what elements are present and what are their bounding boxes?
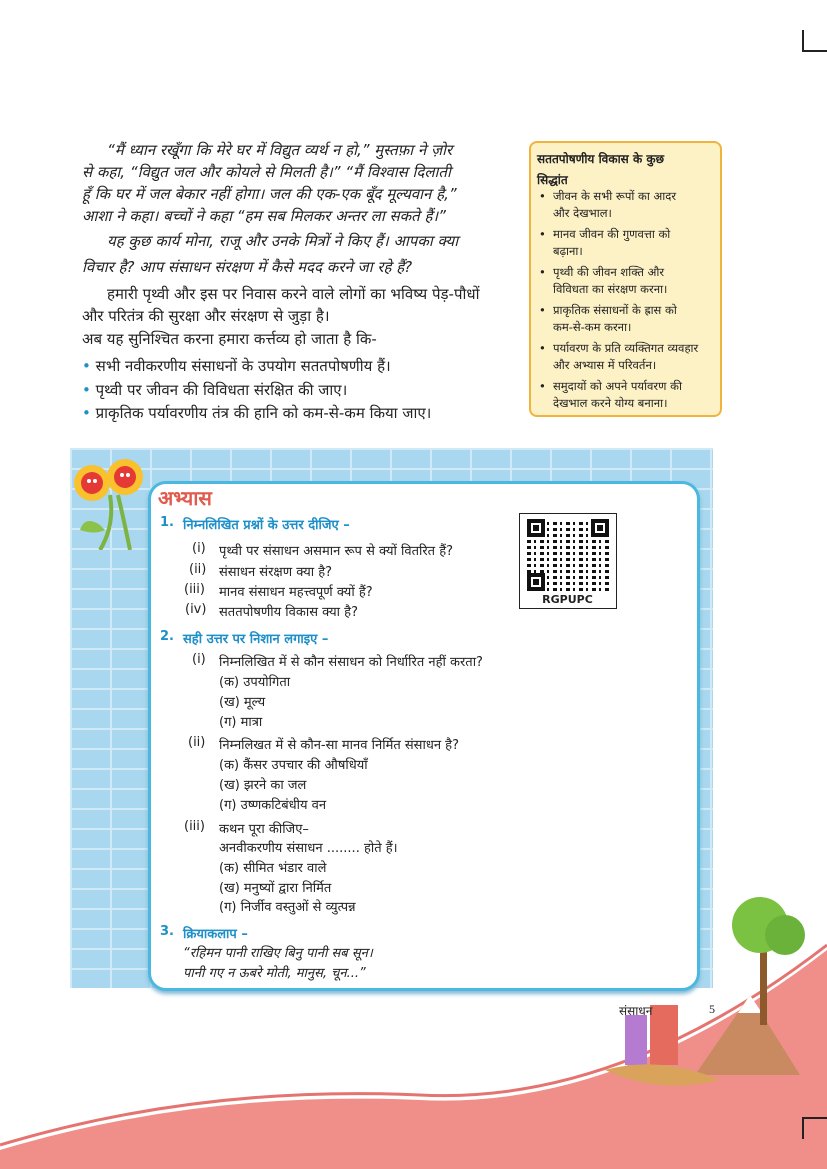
text-line: अब यह सुनिश्चित करना हमारा कर्त्तव्य हो जाता है कि- bbox=[82, 330, 377, 348]
page-number: 5 bbox=[709, 1002, 715, 1016]
text-line: यह कुछ कार्य मोना, राजू और उनके मित्रों ने किए हैं। आपका क्या bbox=[107, 232, 459, 250]
sidebox-item: मानव जीवन की गुणवत्ता को bbox=[553, 227, 671, 241]
sidebox-item: पर्यावरण के प्रति व्यक्तिगत व्यवहार bbox=[553, 341, 699, 355]
option: (ग) मात्रा bbox=[219, 715, 263, 730]
q3-heading: क्रियाकलाप – bbox=[183, 927, 248, 942]
q1-item: सततपोषणीय विकास क्या है? bbox=[219, 605, 358, 620]
bullet-item: • पृथ्वी पर जीवन की विविधता संरक्षित की जाए। bbox=[82, 381, 348, 399]
q1-item-num: (iv) bbox=[185, 602, 207, 617]
option: (ख) मनुष्यों द्वारा निर्मित bbox=[219, 881, 332, 896]
q1-item-num: (ii) bbox=[189, 562, 207, 577]
flower-illustration bbox=[70, 455, 155, 550]
sidebox-item: और देखभाल। bbox=[553, 206, 612, 220]
q1-item-num: (i) bbox=[192, 541, 206, 556]
qr-label: RGPUPC bbox=[542, 593, 593, 606]
sidebox-title: सततपोषणीय विकास के कुछ bbox=[537, 152, 664, 166]
option: (क) उपयोगिता bbox=[219, 675, 291, 690]
sidebox-bullet: • bbox=[539, 265, 546, 279]
sidebox-item: बढ़ाना। bbox=[553, 244, 583, 258]
text-line: हूँ कि घर में जल बेकार नहीं होगा। जल की एक-एक बूँद मूल्यवान है,” bbox=[82, 185, 457, 203]
sidebox-item: देखभाल करने योग्य बनाना। bbox=[553, 396, 668, 410]
q3-number: 3. bbox=[160, 924, 174, 939]
option: (क) सीमित भंडार वाले bbox=[219, 861, 327, 876]
principles-sidebox bbox=[529, 141, 722, 417]
sidebox-bullet: • bbox=[539, 379, 546, 393]
q1-number: 1. bbox=[160, 515, 174, 530]
q2-sub-question: निम्नलिखित में से कौन संसाधन को निर्धारित नहीं करता? bbox=[219, 655, 483, 670]
chapter-name: संसाधन bbox=[619, 1004, 653, 1018]
sidebox-item: प्राकृतिक संसाधनों के ह्रास को bbox=[553, 303, 677, 317]
quote-line: पानी गए न ऊबरे मोती, मानुस, चून...” bbox=[183, 966, 366, 981]
sidebox-item: पृथ्वी की जीवन शक्ति और bbox=[553, 265, 665, 279]
q2-sub-question: निम्नलिखत में से कौन-सा मानव निर्मित संसाधन है? bbox=[219, 738, 459, 753]
qr-code[interactable] bbox=[519, 513, 617, 609]
q2-sub-question: कथन पूरा कीजिए– bbox=[219, 822, 309, 837]
text-line: “मैं ध्यान रखूँगा कि मेरे घर में विद्युत व्यर्थ न हो,” मुस्तफ़ा ने ज़ोर bbox=[107, 141, 453, 159]
q2-sub-num: (ii) bbox=[188, 735, 206, 750]
bullet-item: • प्राकृतिक पर्यावरणीय तंत्र की हानि को कम-से-कम किया जाए। bbox=[82, 404, 432, 422]
crop-mark-bottom bbox=[802, 1117, 827, 1139]
sidebox-item: और अभ्यास में परिवर्तन। bbox=[553, 358, 657, 372]
q1-heading: निम्नलिखित प्रश्नों के उत्तर दीजिए – bbox=[183, 518, 350, 533]
sidebox-bullet: • bbox=[539, 227, 546, 241]
sidebox-item: विविधता का संरक्षण करना। bbox=[553, 282, 668, 296]
q2-sub-num: (i) bbox=[192, 652, 206, 667]
qr-finder bbox=[527, 573, 545, 591]
exercise-title: अभ्यास bbox=[158, 486, 212, 510]
option: (ख) मूल्य bbox=[219, 695, 266, 710]
sidebox-bullet: • bbox=[539, 341, 546, 355]
sidebox-item: समुदायों को अपने पर्यावरण की bbox=[553, 379, 682, 393]
q1-item: पृथ्वी पर संसाधन असमान रूप से क्यों वितरित हैं? bbox=[219, 544, 454, 559]
qr-finder bbox=[591, 519, 609, 537]
option: (ग) निर्जीव वस्तुओं से व्युत्पन्न bbox=[219, 900, 356, 915]
option: (ग) उष्णकटिबंधीय वन bbox=[219, 798, 327, 813]
crop-mark-top bbox=[802, 30, 827, 52]
text-line: और परितंत्र की सुरक्षा और संरक्षण से जुड़ा है। bbox=[82, 307, 330, 325]
sidebox-item: कम-से-कम करना। bbox=[553, 320, 632, 334]
text-line: विचार है? आप संसाधन संरक्षण में कैसे मदद करने जा रहे हैं? bbox=[82, 258, 413, 276]
option: (क) कैंसर उपचार की औषधियाँ bbox=[219, 758, 368, 773]
sidebox-bullet: • bbox=[539, 189, 546, 203]
text-line: से कहा, “विद्युत जल और कोयले से मिलती है।” “मैं विश्वास दिलाती bbox=[82, 163, 451, 181]
sidebox-item: जीवन के सभी रूपों का आदर bbox=[553, 189, 677, 203]
option: (ख) झरने का जल bbox=[219, 778, 307, 793]
q1-item: संसाधन संरक्षण क्या है? bbox=[219, 565, 333, 580]
bullet-item: • सभी नवीकरणीय संसाधनों के उपयोग सततपोषणीय हैं। bbox=[82, 357, 391, 375]
q1-item: मानव संसाधन महत्त्वपूर्ण क्यों हैं? bbox=[219, 585, 373, 600]
q2-sub-num: (iii) bbox=[184, 819, 205, 834]
text-line: आशा ने कहा। बच्चों ने कहा “हम सब मिलकर अन्तर ला सकते हैं।” bbox=[82, 207, 446, 225]
q2-number: 2. bbox=[160, 629, 174, 644]
sidebox-bullet: • bbox=[539, 303, 546, 317]
q1-item-num: (iii) bbox=[184, 582, 205, 597]
q2-sub-question-cont: अनवीकरणीय संसाधन ........ होते हैं। bbox=[219, 841, 398, 856]
qr-finder bbox=[527, 519, 545, 537]
mountain-tree-illustration bbox=[600, 895, 827, 1095]
text-line: हमारी पृथ्वी और इस पर निवास करने वाले लोगों का भविष्य पेड़-पौधों bbox=[107, 285, 480, 303]
quote-line: “रहिमन पानी राखिए बिनु पानी सब सून। bbox=[183, 946, 373, 961]
sidebox-title: सिद्धांत bbox=[537, 173, 568, 187]
q2-heading: सही उत्तर पर निशान लगाइए – bbox=[183, 632, 329, 647]
